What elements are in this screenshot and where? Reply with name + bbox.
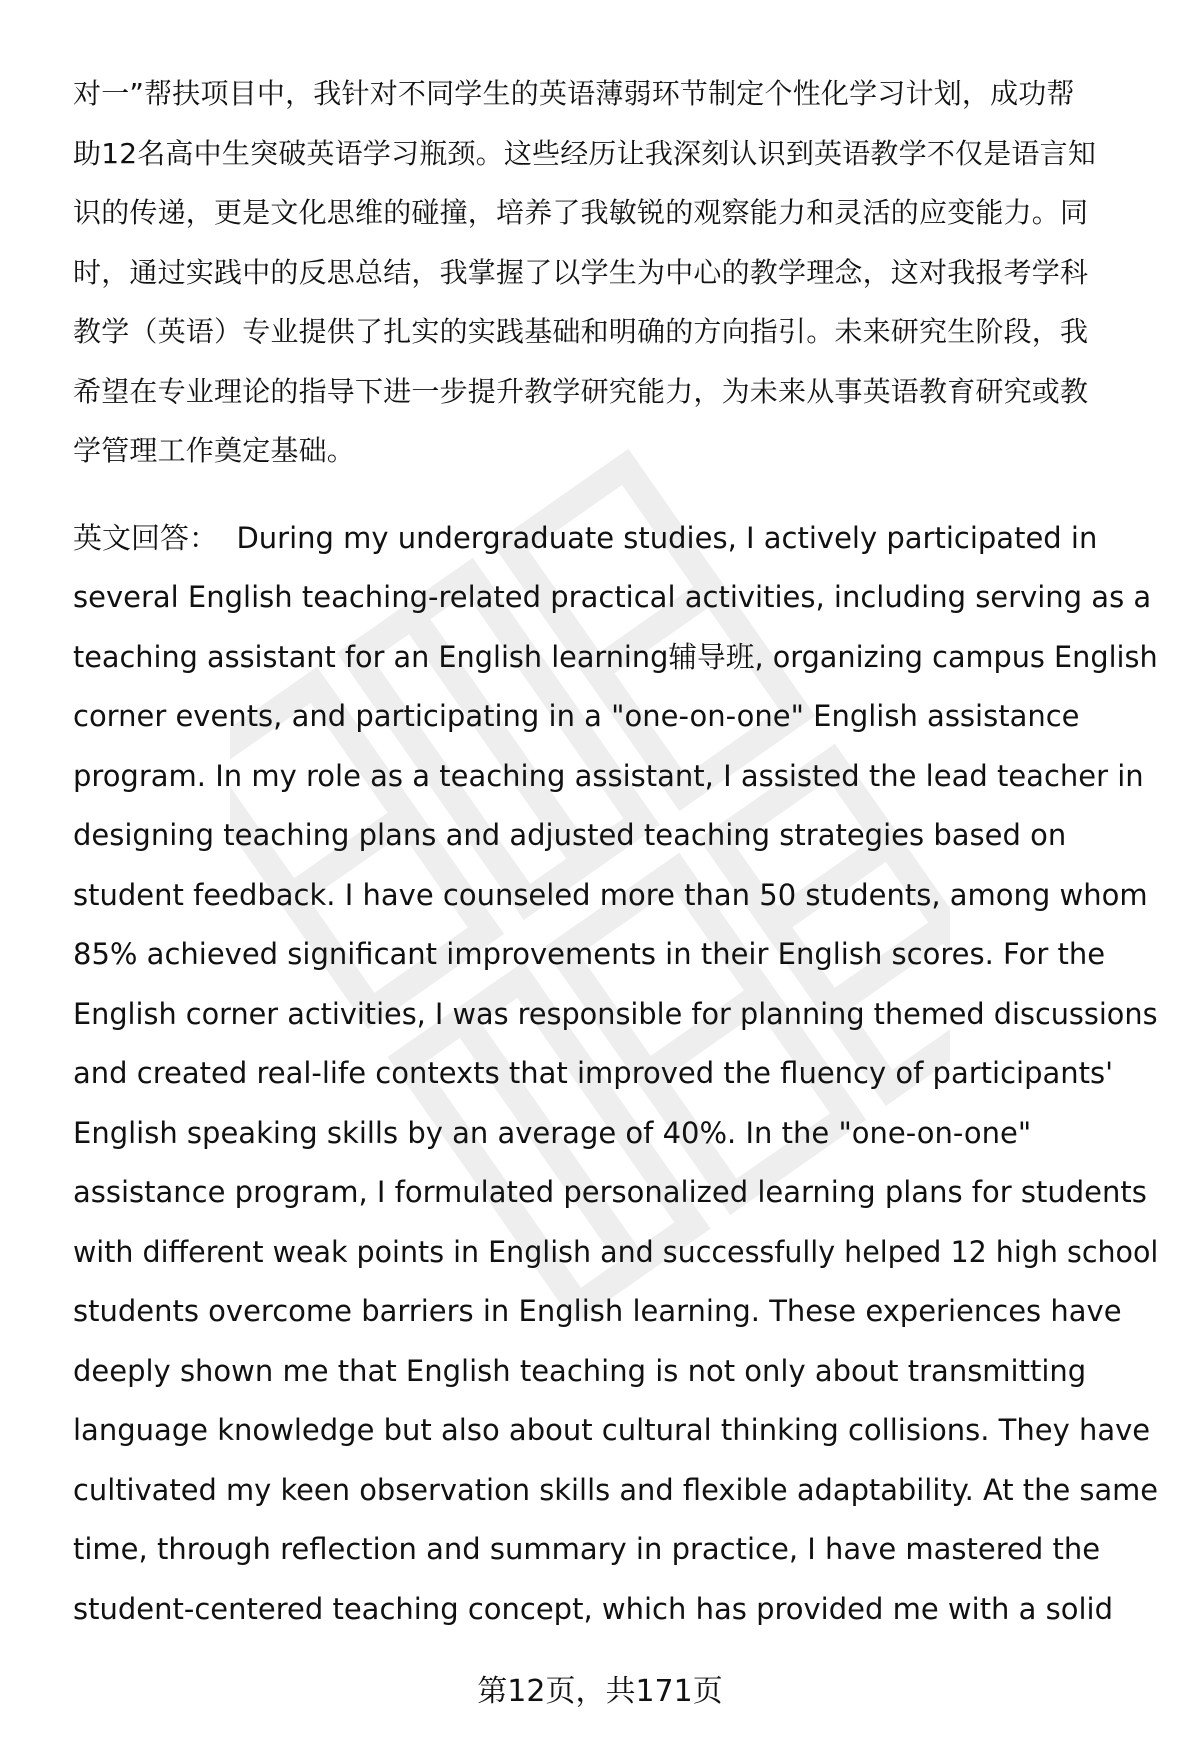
en-line: students overcome barriers in English learning. These experiences have [73, 1294, 1122, 1328]
en-line: English speaking skills by an average of 40%. In the "one-on-one" [73, 1115, 1032, 1150]
en-line: cultivated my keen observation skills and flexible adaptability. At the same [73, 1472, 1159, 1507]
en-line: English corner activities, I was responsible for planning themed discussions [73, 996, 1158, 1031]
en-line: student-centered teaching concept, which has provided me with a solid [73, 1591, 1114, 1626]
zh-line: 教学（英语）专业提供了扎实的实践基础和明确的方向指引。未来研究生阶段，我 [73, 315, 1089, 348]
zh-line: 希望在专业理论的指导下进一步提升教学研究能力，为未来从事英语教育研究或教 [73, 374, 1089, 408]
en-line: several English teaching-related practical activities, including serving as a [73, 580, 1152, 614]
english-answer-label: 英文回答： [73, 520, 219, 555]
en-line: and created real-life contexts that improved the fluency of participants' [73, 1056, 1114, 1090]
en-first-line [73, 509, 1158, 569]
zh-line: 识的传递，更是文化思维的碰撞，培养了我敏锐的观察能力和灵活的应变能力。同 [73, 196, 1089, 229]
en-line: deeply shown me that English teaching is not only about transmitting [73, 1353, 1087, 1388]
en-line: teaching assistant for an English learning辅导班, organizing campus English [73, 639, 1158, 674]
chinese-paragraph [73, 64, 1158, 481]
en-line: student feedback. I have counseled more than 50 students, among whom [73, 877, 1148, 912]
en-line: 85% achieved significant improvements in their English scores. For the [73, 937, 1106, 971]
document-body [73, 64, 1158, 1639]
zh-line: 对一”帮扶项目中，我针对不同学生的英语薄弱环节制定个性化学习计划，成功帮 [73, 77, 1075, 110]
en-line: time, through reflection and summary in practice, I have mastered the [73, 1532, 1101, 1566]
en-line: corner events, and participating in a "one-on-one" English assistance [73, 699, 1080, 733]
en-line: language knowledge but also about cultural thinking collisions. They have [73, 1413, 1151, 1447]
zh-line: 时，通过实践中的反思总结，我掌握了以学生为中心的教学理念，这对我报考学科 [73, 255, 1089, 289]
english-answer-paragraph [73, 509, 1158, 1640]
en-line: with different weak points in English and successfully helped 12 high school [73, 1234, 1159, 1269]
en-line: program. In my role as a teaching assistant, I assisted the lead teacher in [73, 758, 1144, 793]
zh-line: 助12名高中生突破英语学习瓶颈。这些经历让我深刻认识到英语教学不仅是语言知 [73, 136, 1097, 170]
en-line: designing teaching plans and adjusted teaching strategies based on [73, 818, 1067, 852]
en-line: assistance program, I formulated personalized learning plans for students [73, 1175, 1147, 1209]
en-line: During my undergraduate studies, I actively participated in [236, 520, 1098, 555]
zh-line: 学管理工作奠定基础。 [73, 434, 356, 467]
page-number-footer: 第12页，共171页 [477, 1674, 723, 1709]
